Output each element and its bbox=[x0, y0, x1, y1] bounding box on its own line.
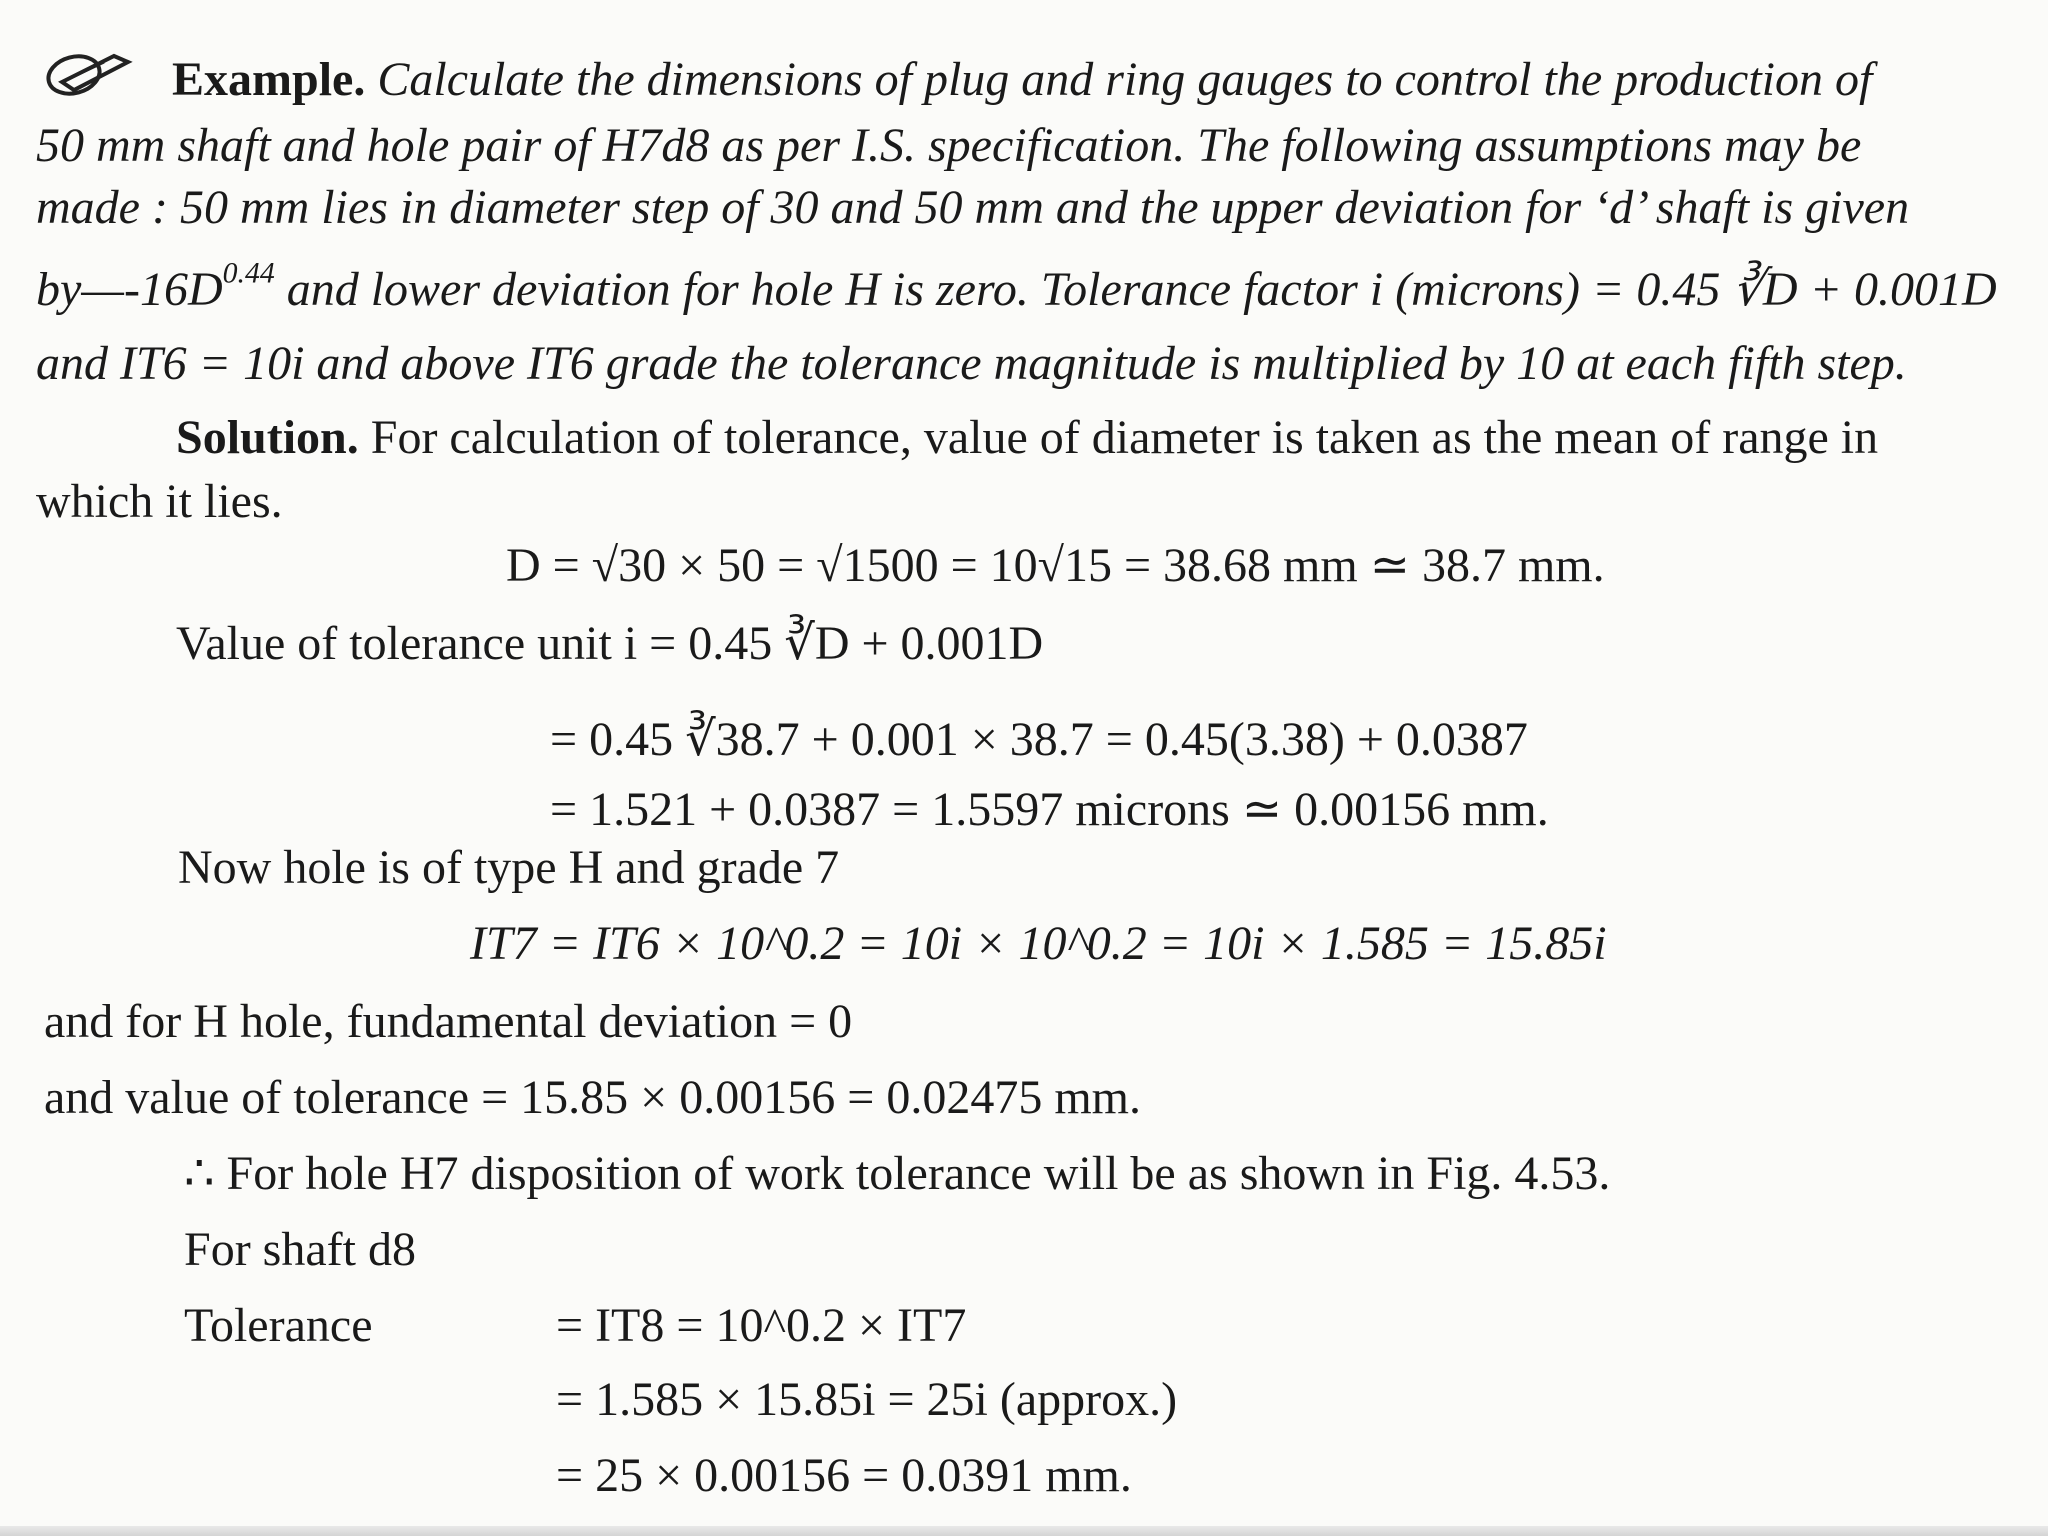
equation-IT8-b: = 1.585 × 15.85i = 25i (approx.) bbox=[556, 1373, 1178, 1426]
exponent: 0.44 bbox=[222, 256, 275, 290]
pencil-hand-icon bbox=[44, 48, 134, 100]
example-line-2: 50 mm shaft and hole pair of H7d8 as per I.S. specification. The following assumptions may be bbox=[36, 119, 1862, 172]
figure-reference-text: ∴ For hole H7 disposition of work tolerance will be as shown in Fig. 4.53. bbox=[184, 1147, 1611, 1200]
example-line-4a: by—-16D bbox=[36, 263, 223, 316]
example-line-4 bbox=[36, 256, 1997, 318]
example-line-5: and IT6 = 10i and above IT6 grade the tolerance magnitude is multiplied by 10 at each fifth step. bbox=[36, 337, 1907, 390]
equation-i: Value of tolerance unit i = 0.45 ∛D + 0.001D bbox=[176, 617, 1044, 670]
equation-IT8-c: = 25 × 0.00156 = 0.0391 mm. bbox=[556, 1449, 1132, 1502]
solution-line-1 bbox=[176, 410, 1878, 466]
page-bottom-edge bbox=[0, 1526, 2048, 1536]
example-line-4b: and lower deviation for hole H is zero. Tolerance factor i (microns) = 0.45 ∛D + 0.001D bbox=[274, 263, 1997, 316]
tolerance-label: Tolerance bbox=[184, 1299, 373, 1352]
fundamental-deviation-text: and for H hole, fundamental deviation = 0 bbox=[44, 995, 853, 1048]
equation-i-3: = 1.521 + 0.0387 = 1.5597 microns ≃ 0.00156 mm. bbox=[550, 783, 1549, 836]
example-line-3: made : 50 mm lies in diameter step of 30 and 50 mm and the upper deviation for ‘d’ shaft is given bbox=[36, 181, 1910, 234]
solution-line-2: which it lies. bbox=[36, 475, 283, 528]
shaft-label: For shaft d8 bbox=[184, 1223, 416, 1276]
equation-IT8: = IT8 = 10^0.2 × IT7 bbox=[556, 1299, 967, 1352]
example-heading: Example. bbox=[172, 53, 366, 106]
equation-i-2: = 0.45 ∛38.7 + 0.001 × 38.7 = 0.45(3.38) + 0.0387 bbox=[550, 713, 1528, 766]
equation-D: D = √30 × 50 = √1500 = 10√15 = 38.68 mm ≃ 38.7 mm. bbox=[506, 539, 1605, 592]
example-text-1: Calculate the dimensions of plug and ring gauges to control the production of bbox=[377, 53, 1873, 106]
equation-IT7: IT7 = IT6 × 10^0.2 = 10i × 10^0.2 = 10i × 1.585 = 15.85i bbox=[470, 917, 1607, 970]
example-line-1 bbox=[172, 52, 1872, 108]
solution-text-1: For calculation of tolerance, value of diameter is taken as the mean of range in bbox=[370, 411, 1879, 464]
tolerance-value-text: and value of tolerance = 15.85 × 0.00156 = 0.02475 mm. bbox=[44, 1071, 1141, 1124]
hole-type-text: Now hole is of type H and grade 7 bbox=[178, 841, 840, 894]
solution-heading: Solution. bbox=[176, 411, 359, 464]
